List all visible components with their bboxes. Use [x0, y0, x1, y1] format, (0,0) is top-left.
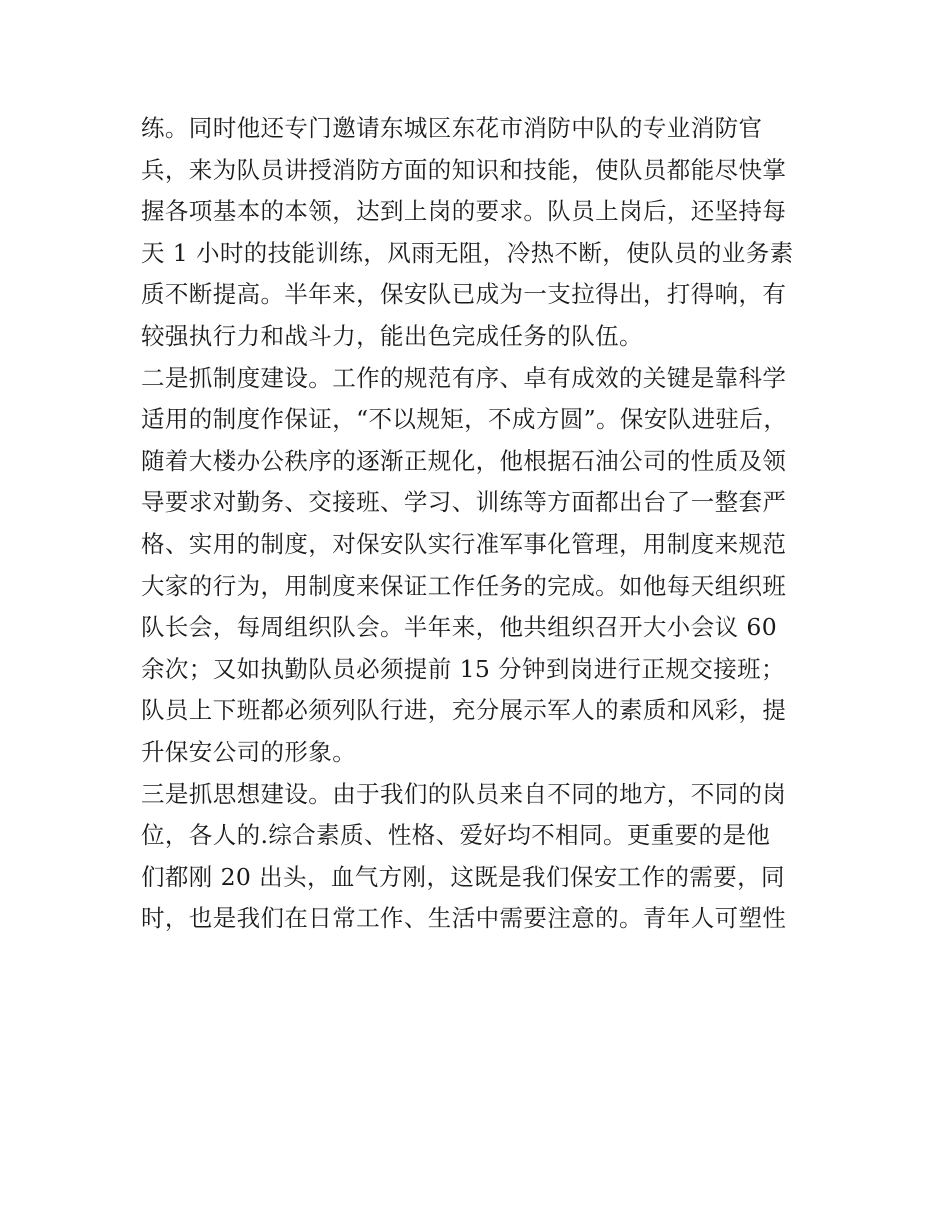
body-text [141, 108, 821, 940]
text-line: 随着大楼办公秩序的逐渐正规化，他根据石油公司的性质及领 [141, 446, 787, 475]
text-line: 位，各人的.综合素质、性格、爱好均不相同。更重要的是他 [141, 821, 771, 850]
text-line: 较强执行力和战斗力，能出色完成任务的队伍。 [141, 321, 643, 350]
text-line: 余次；又如执勤队员必须提前 15 分钟到岗进行正规交接班； [141, 654, 785, 683]
text-line: 质不断提高。半年来，保安队已成为一支拉得出，打得响，有 [141, 280, 787, 309]
text-line: 队长会，每周组织队会。半年来，他共组织召开大小会议 60 [141, 613, 778, 642]
text-line: 兵，来为队员讲授消防方面的知识和技能，使队员都能尽快掌 [141, 155, 787, 184]
text-line: 二是抓制度建设。工作的规范有序、卓有成效的关键是靠科学 [141, 363, 787, 392]
text-line: 格、实用的制度，对保安队实行准军事化管理，用制度来规范 [141, 529, 787, 558]
text-line: 升保安公司的形象。 [141, 737, 357, 766]
text-line: 天 1 小时的技能训练，风雨无阻，冷热不断，使队员的业务素 [141, 238, 794, 267]
text-line: 大家的行为，用制度来保证工作任务的完成。如他每天组织班 [141, 571, 787, 600]
text-line: 适用的制度作保证，“不以规矩，不成方圆”。保安队进驻后， [141, 405, 788, 434]
text-line: 们都刚 20 出头，血气方刚，这既是我们保安工作的需要，同 [141, 862, 785, 891]
text-line: 导要求对勤务、交接班、学习、训练等方面都出台了一整套严 [141, 488, 787, 517]
text-line: 练。同时他还专门邀请东城区东花市消防中队的专业消防官 [141, 114, 763, 142]
text-line: 队员上下班都必须列队行进，充分展示军人的素质和风彩，提 [141, 696, 787, 725]
text-line: 握各项基本的本领，达到上岗的要求。队员上岗后，还坚持每 [141, 197, 787, 226]
text-line: 三是抓思想建设。由于我们的队员来自不同的地方，不同的岗 [141, 779, 787, 808]
text-line: 时，也是我们在日常工作、生活中需要注意的。青年人可塑性 [141, 904, 787, 933]
